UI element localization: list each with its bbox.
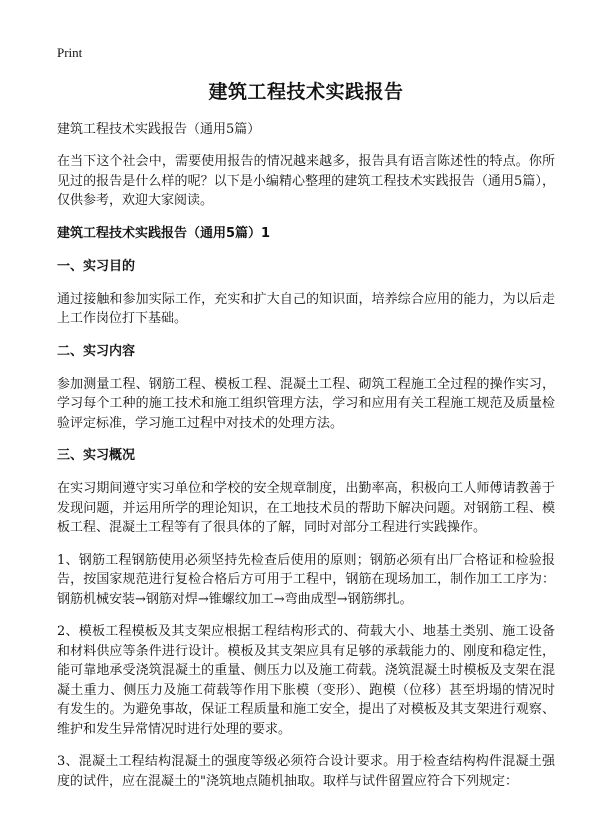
heading-purpose: 一、实习目的 [57, 258, 136, 274]
paragraph-rebar: 1、钢筋工程钢筋使用必须坚持先检查后使用的原则；钢筋必须有出厂合格证和检验报告，按国家规范进行复检合格后方可用于工程中，钢筋在现场加工，制作加工工序为：钢筋机械安装→钢筋对焊→锥螺纹加工→弯曲成型→钢筋绑扎。 [57, 552, 555, 607]
paragraph-content: 参加测量工程、钢筋工程、模板工程、混凝土工程、砌筑工程施工全过程的操作实习，学习每个工种的施工技术和施工组织管理方法，学习和应用有关工程施工规范及质量检验评定标准，学习施工过程中对技术的处理方法。 [57, 376, 555, 431]
heading-overview: 三、实习概况 [57, 448, 136, 463]
heading-content: 二、实习内容 [57, 343, 136, 359]
intro-paragraph: 在当下这个社会中，需要使用报告的情况越来越多，报告具有语言陈述性的特点。你所见过的报告是什么样的呢？以下是小编精心整理的建筑工程技术实践报告（通用5篇），仅供参考，欢迎大家阅读。 [57, 154, 555, 208]
paragraph-concrete: 3、混凝土工程结构混凝土的强度等级必须符合设计要求。用于检查结构构件混凝土强度的试件，应在混凝土的"浇筑地点随机抽取。取样与试件留置应符合下列规定： [57, 754, 555, 789]
paragraph-purpose: 通过接触和参加实际工作，充实和扩大自己的知识面，培养综合应用的能力，为以后走上工作岗位打下基础。 [57, 291, 555, 326]
paragraph-overview: 在实习期间遵守实习单位和学校的安全规章制度，出勤率高，积极向工人师傅请教善于发现问题，并运用所学的理论知识，在工地技术员的帮助下解决问题。对钢筋工程、模板工程、混凝土工程等有了很具体的了解，同时对部分工程进行实践操作。 [57, 481, 555, 535]
section-heading: 建筑工程技术实践报告（通用5篇）1 [57, 225, 271, 241]
print-link[interactable]: Print [57, 45, 83, 60]
article-content [57, 78, 555, 804]
page-title: 建筑工程技术实践报告 [208, 81, 404, 103]
document-subtitle: 建筑工程技术实践报告（通用5篇） [57, 122, 261, 137]
paragraph-formwork: 2、模板工程模板及其支架应根据工程结构形式的、荷载大小、地基土类别、施工设备和材料供应等条件进行设计。模板及其支架应具有足够的承载能力的、刚度和稳定性，能可靠地承受浇筑混凝土的重量、侧压力以及施工荷载。浇筑混凝土时模板及支架在混凝土重力、侧压力及施工荷载等作用下胀模（变形）、跑模（位移）甚至坍塌的情况时有发生的。为避免事故，保证工程质量和施工安全，提出了对模板及其支架进行观察、维护和发生异常情况时进行处理的要求。 [57, 624, 555, 737]
